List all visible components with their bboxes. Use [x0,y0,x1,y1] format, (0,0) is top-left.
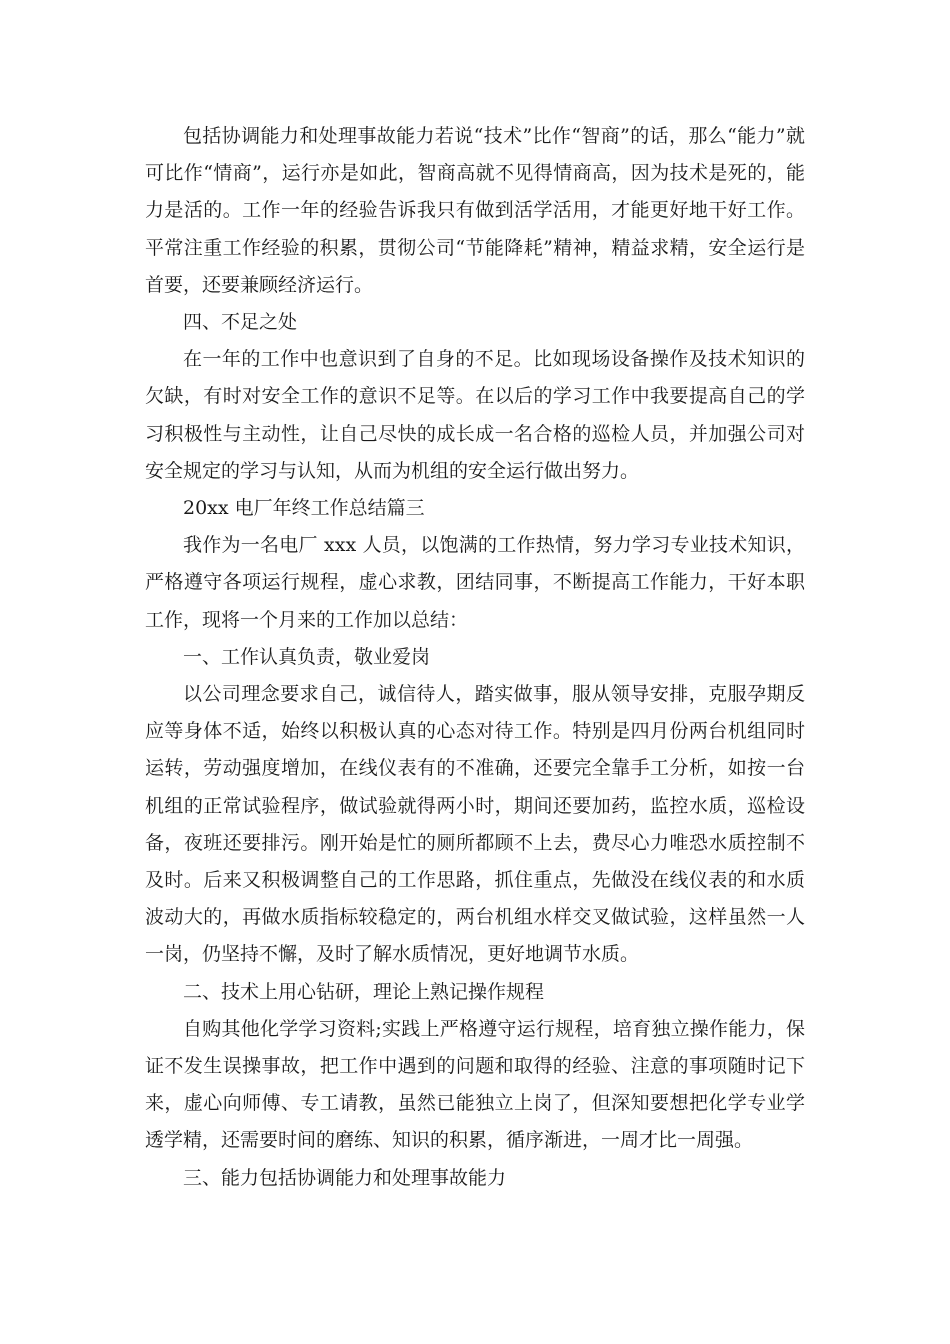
paragraph-section-two: 自购其他化学学习资料;实践上严格遵守运行规程，培育独立操作能力，保证不发生误操事故，把工作中遇到的问题和取得的经验、注意的事项随时记下来，虚心向师傅、专工请教，虽然已能独立上岗了，但深知要想把化学专业学透学精，还需要时间的磨练、知识的积累，循序渐进，一周才比一周强。 [145,1017,805,1152]
paragraph-shortcomings: 在一年的工作中也意识到了自身的不足。比如现场设备操作及技术知识的欠缺，有时对安全工作的意识不足等。在以后的学习工作中我要提高自己的学习积极性与主动性，让自己尽快的成长成一名合格的巡检人员，并加强公司对安全规定的学习与认知，从而为机组的安全运行做出努力。 [145,348,805,482]
paragraph-section-one: 以公司理念要求自己，诚信待人，踏实做事，服从领导安排，克服孕期反应等身体不适，始终以积极认真的心态对待工作。特别是四月份两台机组同时运转，劳动强度增加，在线仪表有的不准确，还要完全靠手工分析，如按一台机组的正常试验程序，做试验就得两小时，期间还要加药，监控水质，巡检设备，夜班还要排污。刚开始是忙的厕所都顾不上去，费尽心力唯恐水质控制不及时。后来又积极调整自己的工作思路，抓住重点，先做没在线仪表的和水质波动大的，再做水质指标较稳定的，两台机组水样交叉做试验，这样虽然一人一岗，仍坚持不懈，及时了解水质情况，更好地调节水质。 [145,683,805,966]
heading-section-three: 三、能力包括协调能力和处理事故能力 [183,1166,507,1189]
heading-shortcomings: 四、不足之处 [183,311,298,334]
heading-section-two: 二、技术上用心钻研，理论上熟记操作规程 [183,980,545,1003]
heading-section-one: 一、工作认真负责，敬业爱岗 [183,645,431,668]
paragraph-ability-intro: 包括协调能力和处理事故能力若说“技术”比作“智商”的话，那么“能力”就可比作“情商”，运行亦是如此，智商高就不见得情商高，因为技术是死的，能力是活的。工作一年的经验告诉我只有做到活学活用，才能更好地干好工作。平常注重工作经验的积累，贯彻公司“节能降耗”精神，精益求精，安全运行是首要，还要兼顾经济运行。 [145,125,805,296]
document-body [145,118,805,1197]
heading-part-three: 20xx 电厂年终工作总结篇三 [183,497,425,520]
paragraph-intro: 我作为一名电厂 xxx 人员，以饱满的工作热情，努力学习专业技术知识，严格遵守各项运行规程，虚心求教，团结同事，不断提高工作能力，干好本职工作，现将一个月来的工作加以总结： [145,534,805,631]
